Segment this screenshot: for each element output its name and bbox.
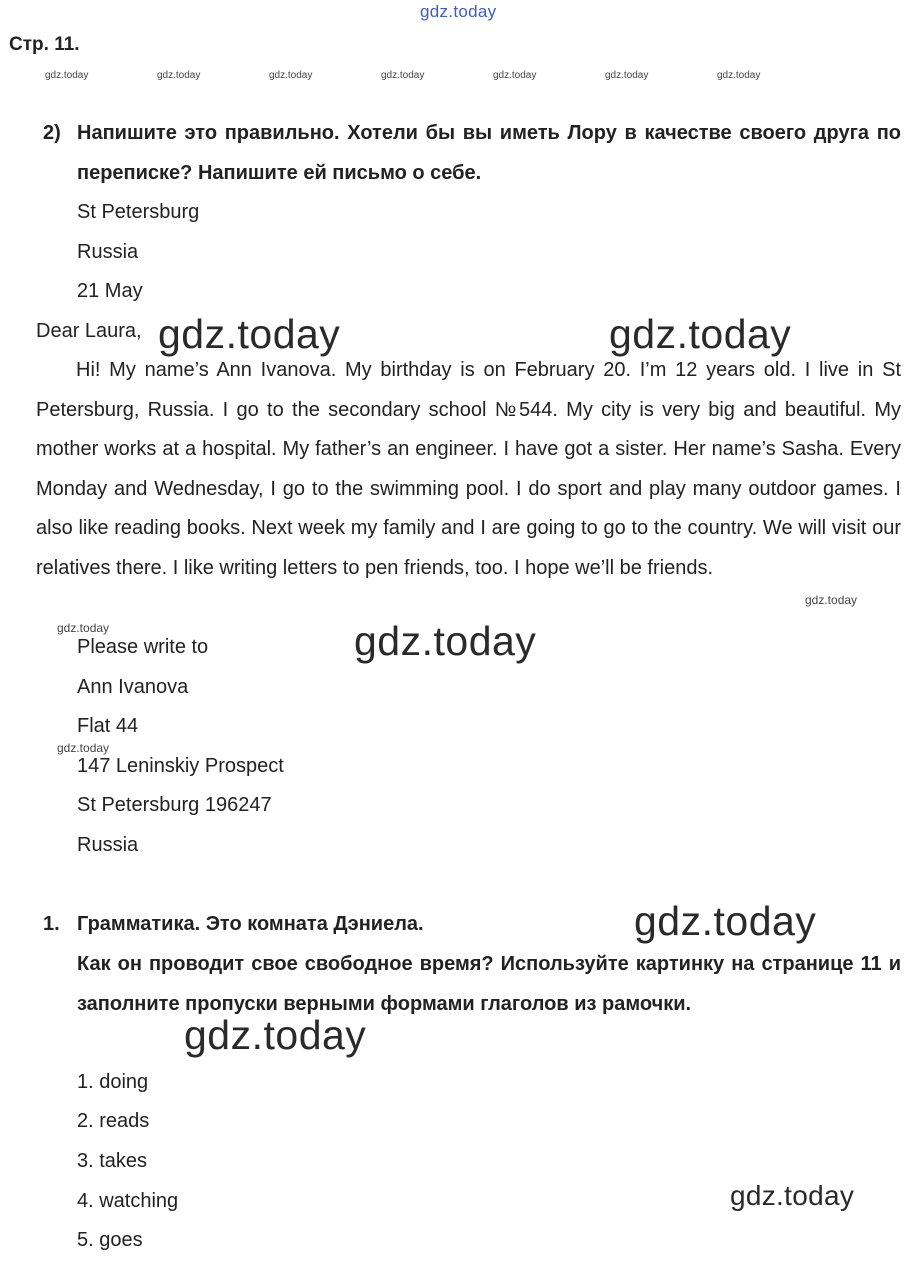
answer-item: 5. goes <box>77 1229 143 1251</box>
watermark-small: gdz.today <box>493 70 537 81</box>
task-1-heading: Грамматика. Это комната Дэниела. <box>77 913 424 935</box>
watermark-large: gdz.today <box>158 311 341 357</box>
watermark-large: gdz.today <box>354 618 537 664</box>
watermark-medium: gdz.today <box>730 1180 855 1211</box>
answer-item: 4. watching <box>77 1190 179 1212</box>
watermark-small: gdz.today <box>605 70 649 81</box>
answer-item: 2. reads <box>77 1110 150 1132</box>
letter-closing-line: Flat 44 <box>77 715 139 737</box>
watermark-small: gdz.today <box>269 70 313 81</box>
watermark-large: gdz.today <box>184 1012 367 1058</box>
letter-address-country: Russia <box>77 241 139 263</box>
letter-closing-line: 147 Leninskiy Prospect <box>77 755 284 777</box>
task-2-instruction: Напишите это правильно. Хотели бы вы иметь Лору в качестве своего друга по переписке? Напишите ей письмо о себе. <box>77 122 901 184</box>
letter-closing-line: Russia <box>77 834 139 856</box>
watermark-small: gdz.today <box>157 70 201 81</box>
watermark-small: gdz.today <box>57 741 110 755</box>
watermark-small: gdz.today <box>57 621 110 635</box>
letter-body: Hi! My name’s Ann Ivanova. My birthday is on February 20. I’m 12 years old. I live in St Petersburg, Russia. I go to the secondary school №544. My city is very big and beautiful. My mother works at a hospital. My father’s an engineer. I have got a sister. Her name’s Sasha. Every Monday and Wednesday, I go to the swimming pool. I do sport and play many outdoor games. I also like reading books. Next week my family and I are going to go to the country. We will visit our relatives there. I like writing letters to pen friends, too. I hope we’ll be friends. <box>36 359 901 579</box>
page-title: Стр. 11. <box>9 34 80 55</box>
watermark-small: gdz.today <box>45 70 89 81</box>
letter-closing-line: St Petersburg 196247 <box>77 794 272 816</box>
letter-closing-line: Please write to <box>77 636 209 658</box>
watermark-large: gdz.today <box>609 311 792 357</box>
watermark-small: gdz.today <box>717 70 761 81</box>
watermark-small: gdz.today <box>381 70 425 81</box>
letter-address-city: St Petersburg <box>77 201 200 223</box>
answer-item: 3. takes <box>77 1150 148 1172</box>
letter-date: 21 May <box>77 280 143 302</box>
answer-item: 1. doing <box>77 1071 149 1093</box>
task-2-number: 2) <box>43 122 61 144</box>
task-1-instruction: Как он проводит свое свободное время? Используйте картинку на странице 11 и заполните пропуски верными формами глаголов из рамочки. <box>77 953 901 1015</box>
watermark-top: gdz.today <box>420 2 497 21</box>
letter-greeting: Dear Laura, <box>36 320 142 342</box>
task-1-number: 1. <box>43 913 60 935</box>
watermark-small: gdz.today <box>805 593 858 607</box>
letter-closing-line: Ann Ivanova <box>77 676 189 698</box>
watermark-large: gdz.today <box>634 898 817 944</box>
